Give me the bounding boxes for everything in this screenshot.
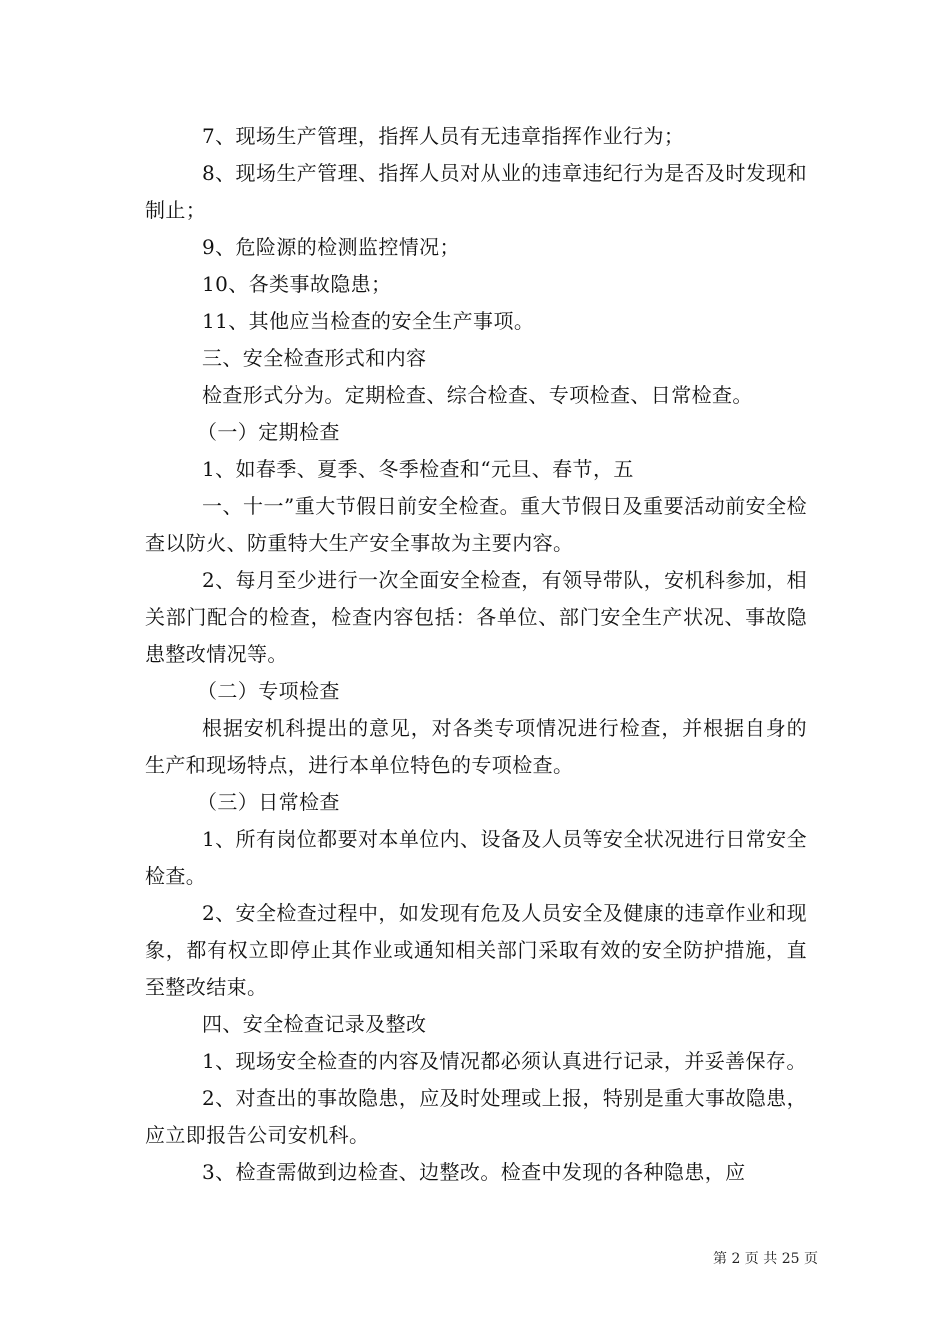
- paragraph-item-9: 9、危险源的检测监控情况；: [202, 235, 460, 259]
- paragraph-item-10: 10、各类事故隐患；: [202, 272, 392, 296]
- paragraph-item-7: 7、现场生产管理，指挥人员有无违章指挥作业行为；: [202, 124, 685, 148]
- paragraph-item-8: 8、现场生产管理、指挥人员对从业的违章违纪行为是否及时发现和制止；: [145, 161, 807, 222]
- paragraph-record-3: 3、检查需做到边检查、边整改。检查中发现的各种隐患，应: [202, 1160, 746, 1184]
- paragraph-periodic-1: 1、如春季、夏季、冬季检查和“元旦、春节，五: [202, 457, 634, 481]
- paragraph-daily-1: 1、所有岗位都要对本单位内、设备及人员等安全状况进行日常安全检查。: [145, 827, 807, 888]
- section-heading-3: 三、安全检查形式和内容: [202, 346, 427, 370]
- subheading-periodic-inspection: （一）定期检查: [197, 420, 340, 444]
- paragraph-record-2: 2、对查出的事故隐患，应及时处理或上报，特别是重大事故隐患，应立即报告公司安机科。: [145, 1086, 807, 1147]
- paragraph-periodic-2: 2、每月至少进行一次全面安全检查，有领导带队，安机科参加，相关部门配合的检查，检查内容包括：各单位、部门安全生产状况、事故隐患整改情况等。: [145, 568, 807, 666]
- paragraph-periodic-1-cont: 一、十一”重大节假日前安全检查。重大节假日及重要活动前安全检查以防火、防重特大生产安全事故为主要内容。: [145, 494, 807, 555]
- subheading-daily-inspection: （三）日常检查: [197, 790, 340, 814]
- paragraph-record-1: 1、现场安全检查的内容及情况都必须认真进行记录，并妥善保存。: [202, 1049, 807, 1073]
- document-body: [145, 118, 807, 1191]
- subheading-special-inspection: （二）专项检查: [197, 679, 340, 703]
- paragraph-special: 根据安机科提出的意见，对各类专项情况进行检查，并根据自身的生产和现场特点，进行本单位特色的专项检查。: [145, 716, 807, 777]
- paragraph-item-11: 11、其他应当检查的安全生产事项。: [202, 309, 535, 333]
- section-heading-4: 四、安全检查记录及整改: [202, 1012, 427, 1036]
- page-number-footer: 第 2 页 共 25 页: [713, 1251, 818, 1267]
- paragraph-inspection-forms: 检查形式分为。定期检查、综合检查、专项检查、日常检查。: [202, 383, 753, 407]
- paragraph-daily-2: 2、安全检查过程中，如发现有危及人员安全及健康的违章作业和现象，都有权立即停止其作业或通知相关部门采取有效的安全防护措施，直至整改结束。: [145, 901, 807, 999]
